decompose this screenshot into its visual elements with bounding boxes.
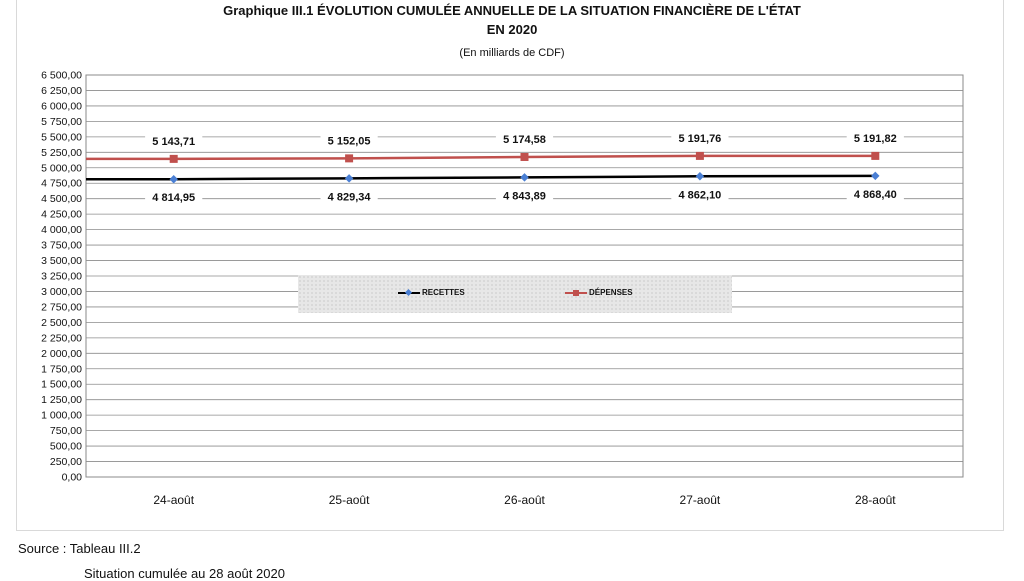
data-label: 5 143,71 [152,135,196,148]
data-label: 5 191,82 [853,132,897,145]
y-tick-label: 0,00 [61,471,82,484]
data-point-depenses [345,154,353,162]
x-tick-label: 25-août [328,493,370,507]
y-tick-label: 750,00 [49,425,82,438]
y-tick-label: 4 500,00 [41,193,82,206]
data-label: 5 174,58 [503,133,546,146]
chart-subtitle: (En milliards de CDF) [459,47,565,59]
data-label: 5 191,76 [678,132,722,145]
square-marker-icon [573,290,579,296]
data-point-depenses [696,152,704,160]
y-tick-label: 1 500,00 [41,378,82,391]
y-tick-label: 1 250,00 [41,394,82,407]
x-tick-label: 27-août [679,493,721,507]
y-tick-label: 1 750,00 [41,363,82,376]
x-tick-label: 24-août [153,493,195,507]
y-tick-label: 6 500,00 [41,69,82,82]
x-tick-label: 28-août [854,493,896,507]
y-tick-label: 6 000,00 [41,100,82,113]
y-tick-label: 3 500,00 [41,255,82,268]
y-tick-label: 2 750,00 [41,301,82,314]
y-tick-label: 5 500,00 [41,131,82,144]
legend-line-recettes-icon [398,292,420,294]
y-tick-label: 2 500,00 [41,316,82,329]
y-tick-label: 3 750,00 [41,239,82,252]
diamond-marker-icon [405,288,412,295]
y-tick-label: 6 250,00 [41,84,82,97]
data-label: 4 868,40 [853,188,897,201]
y-tick-label: 3 000,00 [41,285,82,298]
chart-legend [298,275,732,313]
x-tick-label: 26-août [504,493,545,507]
data-point-depenses [170,155,178,163]
data-point-depenses [871,152,879,160]
y-tick-label: 3 250,00 [41,270,82,283]
y-tick-label: 500,00 [49,440,82,453]
y-tick-label: 1 000,00 [41,409,82,422]
data-label: 4 862,10 [678,189,722,202]
chart-title: Graphique III.1 ÉVOLUTION CUMULÉE ANNUELLE DE LA SITUATION FINANCIÈRE DE L'ÉTAT [223,3,801,18]
data-point-depenses [521,153,529,161]
chart-title-line2: EN 2020 [486,22,538,37]
data-label: 5 152,05 [327,135,371,148]
y-tick-label: 4 000,00 [41,224,82,237]
legend-line-depenses-icon [565,292,587,294]
y-tick-label: 2 250,00 [41,332,82,345]
legend-label-depenses: DÉPENSES [589,288,633,297]
data-label: 4 829,34 [327,191,371,204]
y-tick-label: 5 000,00 [41,162,82,175]
legend-item-depenses [565,288,633,297]
source-note: Source : Tableau III.2 [18,541,141,556]
y-tick-label: 5 750,00 [41,115,82,128]
y-tick-label: 250,00 [49,456,82,469]
legend-label-recettes: RECETTES [422,288,465,297]
footnote: Situation cumulée au 28 août 2020 [84,566,285,581]
y-tick-label: 4 750,00 [41,177,82,190]
legend-item-recettes [398,288,465,297]
y-tick-label: 2 000,00 [41,347,82,360]
y-tick-label: 4 250,00 [41,208,82,221]
data-label: 4 814,95 [152,192,196,205]
y-tick-label: 5 250,00 [41,146,82,159]
data-label: 4 843,89 [503,190,546,203]
